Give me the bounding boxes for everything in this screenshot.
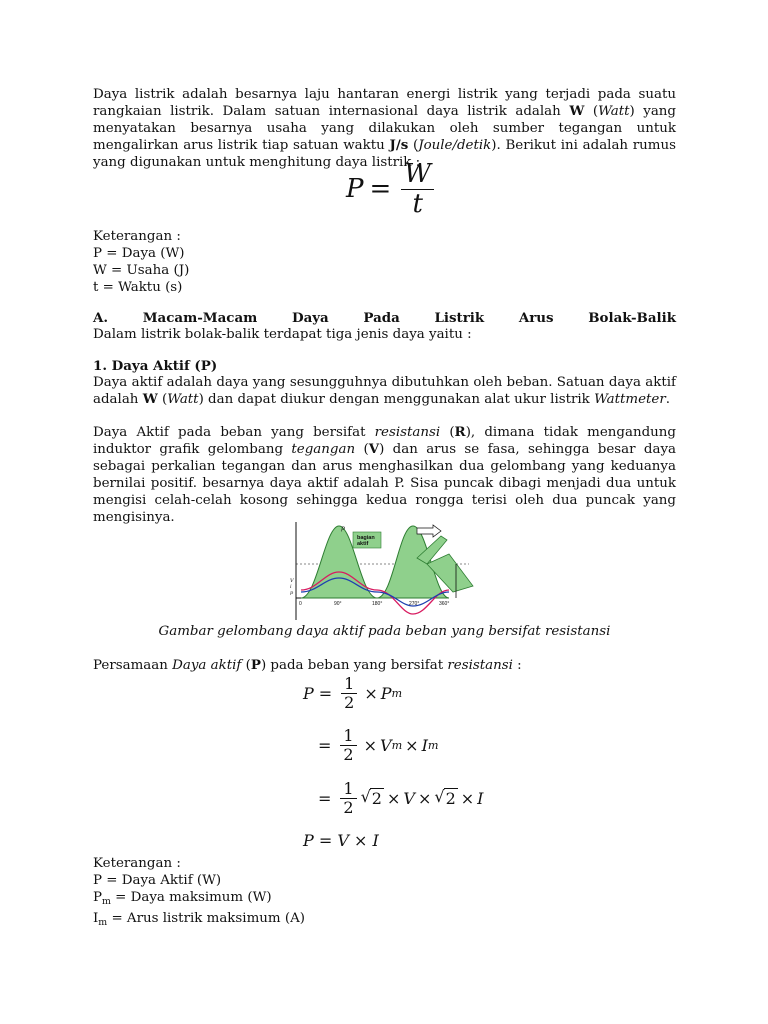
v-symbol: V (368, 441, 380, 457)
keterangan-heading: Keterangan : (93, 856, 181, 871)
frac-den: 2 (344, 692, 355, 712)
persamaan-line (93, 657, 676, 674)
p-symbol: P (250, 657, 261, 673)
watt-word: Watt (598, 104, 630, 119)
equation-line-4 (303, 832, 379, 849)
tick-label: 180° (372, 601, 383, 607)
daya-aktif-paragraph-1 (93, 374, 676, 408)
figure-caption: Gambar gelombang daya aktif pada beban yang bersifat resistansi (158, 624, 611, 639)
item-symbol: I (93, 911, 99, 926)
para-text: ) dan arus se fasa, sehingga besar daya sebagai perkalian tegangan dan arus menghasilkan dua gelombang yang keduanya bernilai positif. besarnya daya aktif adalah P. Sisa puncak dibagi menjadi dua untuk mengisi celah-celah kosong sehingga kedua rongga terisi oleh dua puncak yang mengisinya. (93, 442, 677, 525)
intro-text: ( (408, 138, 419, 153)
r-symbol: R (454, 424, 466, 440)
label-p: p (341, 525, 345, 532)
heading-word: Arus (518, 310, 554, 326)
y-label: i (290, 584, 292, 590)
equation-line-2 (318, 727, 439, 763)
heading-word: Listrik (434, 310, 485, 326)
para-text: . (665, 392, 671, 407)
frac-den: 2 (343, 797, 354, 817)
watt-word: Watt (167, 392, 199, 407)
eq-symbol: P (303, 683, 314, 703)
frac-num: 1 (340, 727, 356, 746)
eq-symbol: V (403, 788, 415, 808)
power-wave-figure (289, 520, 489, 620)
equation-line-3 (318, 780, 483, 816)
y-label: V (290, 578, 294, 584)
item-text: = Arus listrik maksimum (A) (107, 911, 305, 926)
heading-word: Bolak-Balik (588, 310, 676, 326)
tick-label: 90° (334, 601, 342, 607)
eq-times: × (364, 683, 378, 703)
frac-num: 1 (341, 675, 357, 694)
formula-equals: = (369, 173, 392, 204)
daya-aktif-paragraph-2 (93, 424, 676, 526)
formula-denominator: t (412, 188, 423, 219)
intro-text: Daya listrik adalah besarnya laju hantaran energi listrik yang terjadi pada suatu rangkaian listrik. Dalam satuan internasional daya listrik adalah (93, 87, 676, 119)
intro-paragraph (93, 86, 676, 171)
para-text: : (512, 658, 522, 673)
formula-lhs: P (346, 173, 364, 204)
equation-line-1 (303, 675, 402, 711)
sqrt-two: √ 2 (360, 787, 382, 808)
wattmeter-word: Wattmeter (594, 392, 666, 407)
eq-times: × (386, 788, 401, 808)
daya-aktif-heading: 1. Daya Aktif (P) (93, 358, 218, 374)
keterangan-list-2 (93, 855, 676, 931)
para-text: Daya aktif adalah daya yang sesungguhnya dibutuhkan oleh beban. Satuan daya aktif adalah (93, 375, 676, 407)
resistansi-word: resistansi (374, 425, 441, 440)
formula-numerator: W (401, 160, 434, 190)
para-text: ( (157, 392, 168, 407)
eq-times: × (460, 788, 475, 808)
eq-symbol: V (380, 735, 392, 755)
heading-word: A. (93, 310, 109, 326)
keterangan-item: W = Usaha (J) (93, 263, 190, 278)
eq-final: P = V × I (303, 831, 379, 850)
tick-label: 0 (299, 601, 302, 607)
eq-half (341, 675, 357, 711)
formula-fraction (401, 160, 434, 218)
watt-symbol: W (569, 103, 585, 119)
eq-times: × (363, 735, 377, 755)
tick-label: 270° (409, 601, 420, 607)
para-text: Daya Aktif pada beban yang bersifat (93, 425, 375, 440)
item-symbol: P (93, 890, 103, 905)
heading-word: Macam-Macam (142, 310, 258, 326)
y-label: p (290, 590, 294, 596)
eq-subscript: m (427, 738, 439, 752)
label-bagian: bagian (357, 535, 375, 541)
keterangan-item: P = Daya Aktif (W) (93, 873, 222, 888)
para-text: ( (355, 442, 369, 457)
tick-label: 360° (439, 601, 450, 607)
eq-symbol: I (477, 788, 484, 808)
eq-equals: = (318, 788, 332, 808)
keterangan-item: t = Waktu (s) (93, 280, 183, 295)
daya-aktif-word: Daya aktif (172, 658, 242, 673)
para-text: ) dan dapat diukur dengan menggunakan alat ukur listrik (198, 392, 595, 407)
radicand: 2 (445, 789, 456, 808)
eq-equals: = (318, 735, 332, 755)
eq-times: × (417, 788, 432, 808)
para-text: Persamaan (93, 658, 173, 673)
power-wave-svg (289, 520, 489, 620)
frac-num: 1 (340, 780, 356, 799)
tegangan-word: tegangan (291, 442, 356, 457)
heading-word: Pada (363, 310, 400, 326)
keterangan-list-1 (93, 228, 676, 296)
para-text: ( (440, 425, 455, 440)
section-a-heading (93, 310, 676, 327)
heading-word: Daya (291, 310, 329, 326)
eq-half (340, 727, 356, 763)
keterangan-item: P = Daya (W) (93, 246, 185, 261)
item-subscript: m (98, 917, 108, 928)
intro-text: ( (584, 104, 599, 119)
radicand: 2 (371, 789, 382, 808)
item-text: = Daya maksimum (W) (110, 890, 272, 905)
eq-symbol: I (421, 735, 428, 755)
label-aktif: aktif (357, 541, 369, 547)
keterangan-item (93, 889, 676, 910)
para-text: ) pada beban yang bersifat (260, 658, 448, 673)
resistansi-word: resistansi (447, 658, 513, 673)
formula-power (346, 160, 438, 218)
eq-half (340, 780, 356, 816)
intro-text: ) yang menyatakan besarnya usaha yang dilakukan oleh sumber tegangan untuk mengalirkan arus listrik tiap satuan waktu (93, 104, 677, 153)
keterangan-item (93, 910, 676, 931)
eq-subscript: m (391, 686, 403, 700)
item-subscript: m (102, 896, 111, 907)
keterangan-heading: Keterangan : (93, 229, 181, 244)
sqrt-two: √ 2 (434, 787, 456, 808)
watt-symbol: W (142, 391, 158, 407)
eq-equals: = (318, 683, 333, 703)
section-a-intro: Dalam listrik bolak-balik terdapat tiga jenis daya yaitu : (93, 327, 472, 342)
joule-detik: Joule/detik (418, 138, 492, 153)
frac-den: 2 (343, 744, 354, 764)
para-text: ( (241, 658, 251, 673)
eq-times: × (405, 735, 419, 755)
eq-symbol: P (380, 683, 392, 703)
eq-subscript: m (391, 738, 403, 752)
js-symbol: J/s (389, 137, 409, 153)
para-text: ), dimana tidak mengandung induktor grafik gelombang (93, 425, 676, 457)
intro-text: ). Berikut ini adalah rumus yang digunakan untuk menghitung daya listrik : (93, 138, 676, 170)
